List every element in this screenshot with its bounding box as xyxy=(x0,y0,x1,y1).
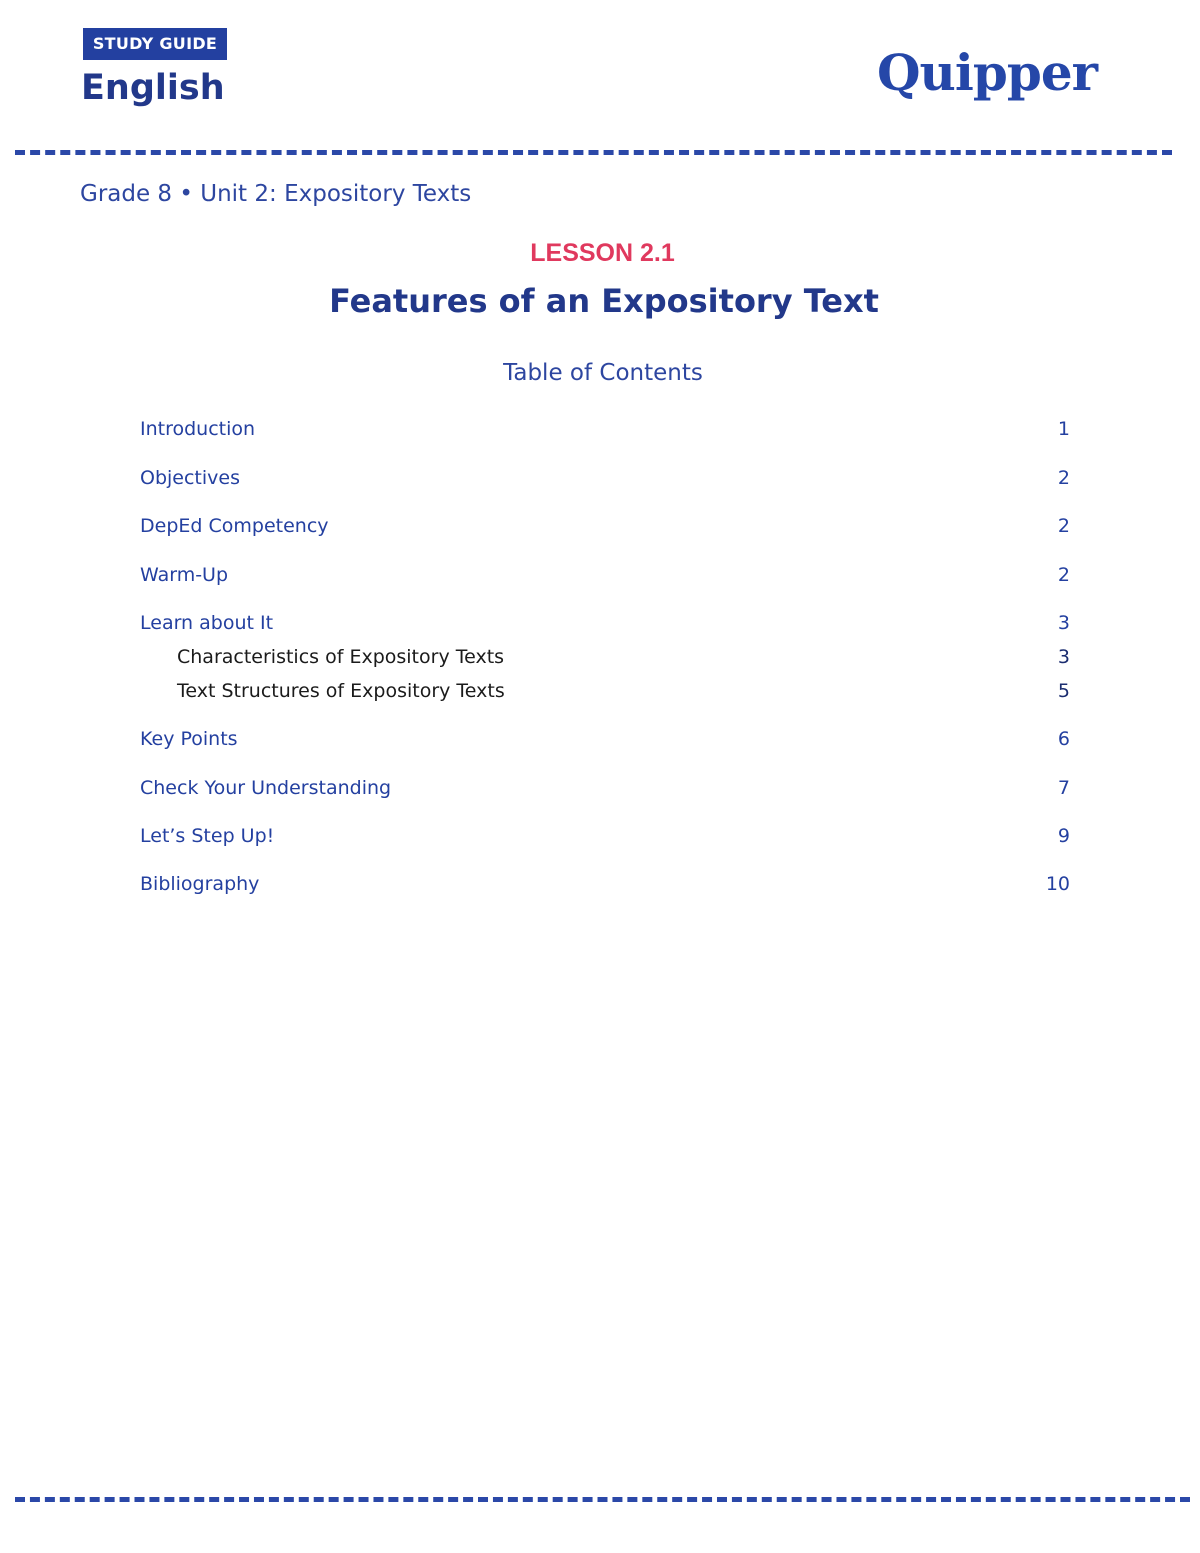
toc-entry-label: Characteristics of Expository Texts xyxy=(177,646,505,668)
subject-title: English xyxy=(81,68,225,108)
toc-entry-page: 1 xyxy=(1057,418,1070,440)
toc-entry-page: 5 xyxy=(1057,680,1070,702)
toc-entry-introduction[interactable] xyxy=(140,414,1070,444)
toc-entry-page: 3 xyxy=(1057,646,1070,668)
toc-entry-page: 2 xyxy=(1057,515,1070,537)
toc-entry-label: Learn about It xyxy=(140,612,274,634)
toc-entry-deped-competency[interactable] xyxy=(140,511,1070,541)
toc-subentry-text-structures[interactable] xyxy=(140,676,1070,706)
toc-entry-label: Check Your Understanding xyxy=(140,777,392,799)
lesson-title: Features of an Expository Text xyxy=(329,282,879,320)
footer-divider xyxy=(15,1497,1190,1502)
toc-entry-label: Warm-Up xyxy=(140,564,229,586)
study-guide-badge: STUDY GUIDE xyxy=(83,28,227,60)
quipper-logo: Quipper xyxy=(877,43,1097,102)
toc-entry-label: Objectives xyxy=(140,467,240,489)
toc-entry-objectives[interactable] xyxy=(140,463,1070,493)
toc-entry-page: 7 xyxy=(1057,777,1070,799)
toc-entry-page: 2 xyxy=(1057,564,1070,586)
unit-breadcrumb: Grade 8 • Unit 2: Expository Texts xyxy=(80,181,472,207)
toc-entry-page: 9 xyxy=(1057,825,1070,847)
toc-entry-label: Key Points xyxy=(140,728,238,750)
toc-entry-check-your-understanding[interactable] xyxy=(140,773,1070,803)
toc-entry-label: Bibliography xyxy=(140,873,260,895)
toc-entry-label: DepEd Competency xyxy=(140,515,329,537)
toc-entry-warm-up[interactable] xyxy=(140,560,1070,590)
toc-entry-page: 3 xyxy=(1057,612,1070,634)
toc-entry-page: 10 xyxy=(1045,873,1070,895)
toc-entry-label: Introduction xyxy=(140,418,256,440)
header-divider xyxy=(15,150,1172,155)
toc-heading: Table of Contents xyxy=(503,360,703,386)
lesson-label: LESSON 2.1 xyxy=(530,239,675,267)
toc-entry-label: Text Structures of Expository Texts xyxy=(177,680,505,702)
toc-entry-key-points[interactable] xyxy=(140,724,1070,754)
toc-entry-bibliography[interactable] xyxy=(140,869,1070,899)
toc-entry-page: 2 xyxy=(1057,467,1070,489)
toc-subentry-characteristics[interactable] xyxy=(140,642,1070,672)
toc-entry-label: Let’s Step Up! xyxy=(140,825,275,847)
toc-entry-lets-step-up[interactable] xyxy=(140,821,1070,851)
toc-entry-page: 6 xyxy=(1057,728,1070,750)
toc-entry-learn-about-it[interactable] xyxy=(140,608,1070,638)
